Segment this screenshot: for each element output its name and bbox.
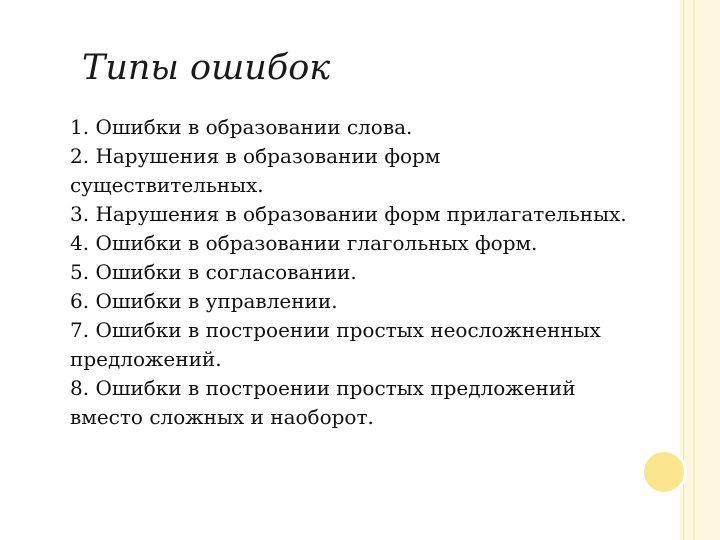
error-types-list	[70, 113, 630, 432]
list-item: 4. Ошибки в образовании глагольных форм.	[70, 231, 538, 255]
list-item: 2. Нарушения в образовании форм существительных.	[70, 144, 441, 197]
slide-title: Типы ошибок	[82, 48, 331, 88]
list-item: 7. Ошибки в построении простых неосложненных предложений.	[70, 318, 601, 371]
list-item: 3. Нарушения в образовании форм прилагательных.	[70, 202, 627, 226]
decorative-side-band	[680, 0, 720, 540]
decorative-band-line	[693, 0, 695, 540]
list-item: 1. Ошибки в образовании слова.	[70, 115, 413, 139]
list-item: 8. Ошибки в построении простых предложений вместо сложных и наоборот.	[70, 376, 576, 429]
decorative-circle	[644, 452, 684, 492]
list-item: 5. Ошибки в согласовании.	[70, 260, 357, 284]
list-item: 6. Ошибки в управлении.	[70, 289, 338, 313]
